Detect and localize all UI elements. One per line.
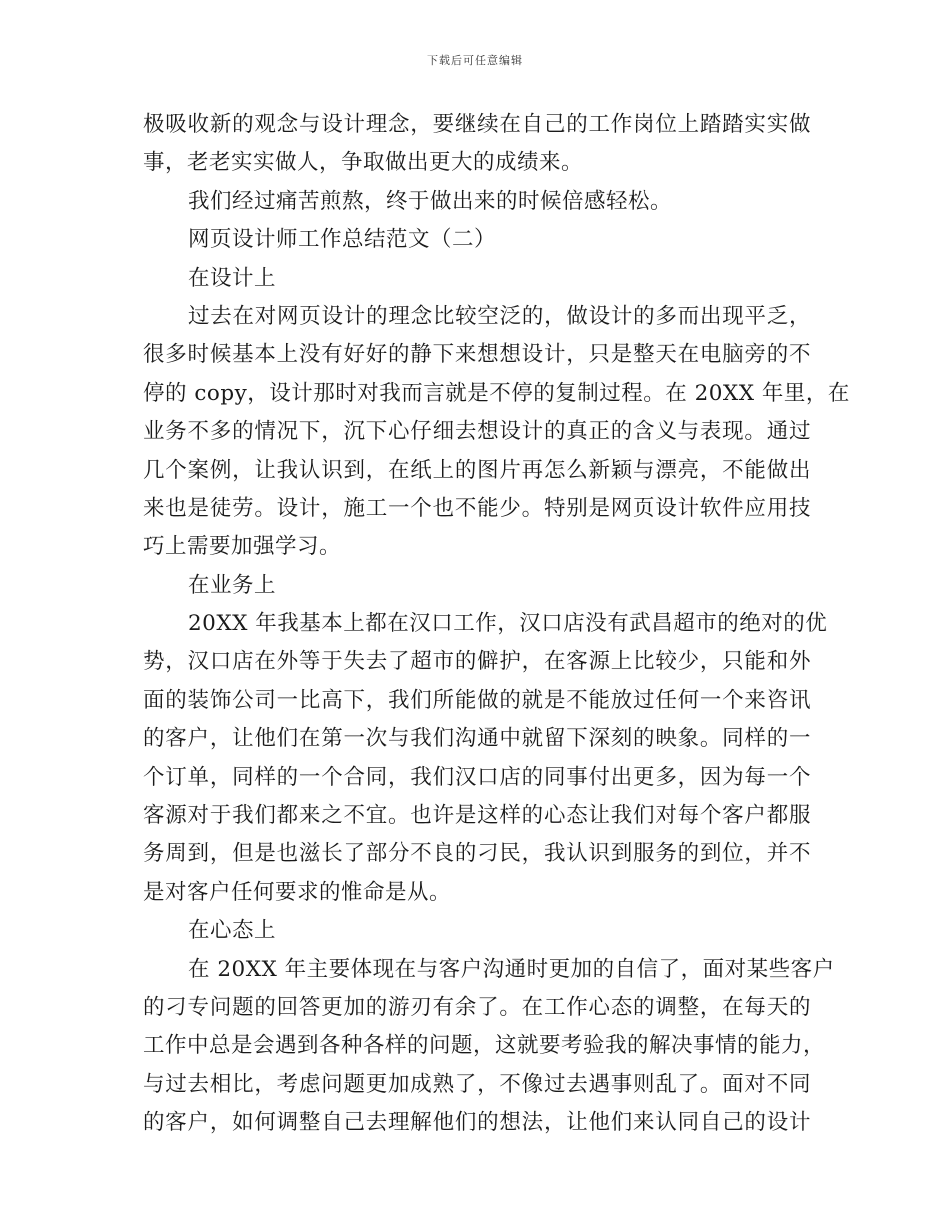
paragraph-line: 来也是徒劳。设计，施工一个也不能少。特别是网页设计软件应用技	[143, 495, 811, 521]
paragraph-line: 是对客户任何要求的惟命是从。	[143, 879, 452, 905]
paragraph-line: 业务不多的情况下，沉下心仔细去想设计的真正的含义与表现。通过	[143, 419, 811, 445]
paragraph-line: 客源对于我们都来之不宜。也许是这样的心态让我们对每个客户都服	[143, 803, 811, 829]
subheading-mindset: 在心态上	[188, 918, 277, 944]
paragraph-line: 几个案例，让我认识到，在纸上的图片再怎么新颖与漂亮，不能做出	[143, 457, 811, 483]
paragraph-line: 务周到，但是也滋长了部分不良的刁民，我认识到服务的到位，并不	[143, 841, 811, 867]
paragraph-line: 过去在对网页设计的理念比较空泛的，做设计的多而出现平乏，	[188, 303, 811, 329]
subheading-business: 在业务上	[188, 572, 277, 598]
subheading-design: 在设计上	[188, 265, 277, 291]
paragraph-line: 巧上需要加强学习。	[143, 534, 342, 560]
paragraph-line: 的刁专问题的回答更加的游刃有余了。在工作心态的调整，在每天的	[143, 994, 811, 1020]
paragraph-line: 势，汉口店在外等于失去了超市的僻护，在客源上比较少，只能和外	[143, 649, 811, 675]
paragraph-line: 与过去相比，考虑问题更加成熟了，不像过去遇事则乱了。面对不同	[143, 1071, 811, 1097]
page-header: 下载后可任意编辑	[427, 54, 523, 67]
paragraph-line: 事，老老实实做人，争取做出更大的成绩来。	[143, 150, 584, 176]
paragraph-line: 的客户，让他们在第一次与我们沟通中就留下深刻的映象。同样的一	[143, 726, 811, 752]
document-body	[143, 106, 850, 1143]
paragraph-line: 的客户，如何调整自己去理解他们的想法，让他们来认同自己的设计	[143, 1110, 811, 1136]
paragraph-line: 我们经过痛苦煎熬，终于做出来的时候倍感轻松。	[188, 188, 673, 214]
paragraph-line: 停的 copy，设计那时对我而言就是不停的复制过程。在 20XX 年里，在	[143, 380, 850, 406]
paragraph-line: 20XX 年我基本上都在汉口工作，汉口店没有武昌超市的绝对的优	[188, 611, 828, 637]
paragraph-line: 工作中总是会遇到各种各样的问题，这就要考验我的解决事情的能力，	[143, 1033, 826, 1059]
paragraph-line: 个订单，同样的一个合同，我们汉口店的同事付出更多，因为每一个	[143, 764, 811, 790]
paragraph-line: 在 20XX 年主要体现在与客户沟通时更加的自信了，面对某些客户	[188, 956, 835, 982]
paragraph-line: 很多时候基本上没有好好的静下来想想设计，只是整天在电脑旁的不	[143, 342, 811, 368]
section-title: 网页设计师工作总结范文（二）	[188, 227, 497, 253]
paragraph-line: 面的装饰公司一比高下，我们所能做的就是不能放过任何一个来咨讯	[143, 687, 811, 713]
paragraph-line: 极吸收新的观念与设计理念，要继续在自己的工作岗位上踏踏实实做	[143, 112, 811, 137]
